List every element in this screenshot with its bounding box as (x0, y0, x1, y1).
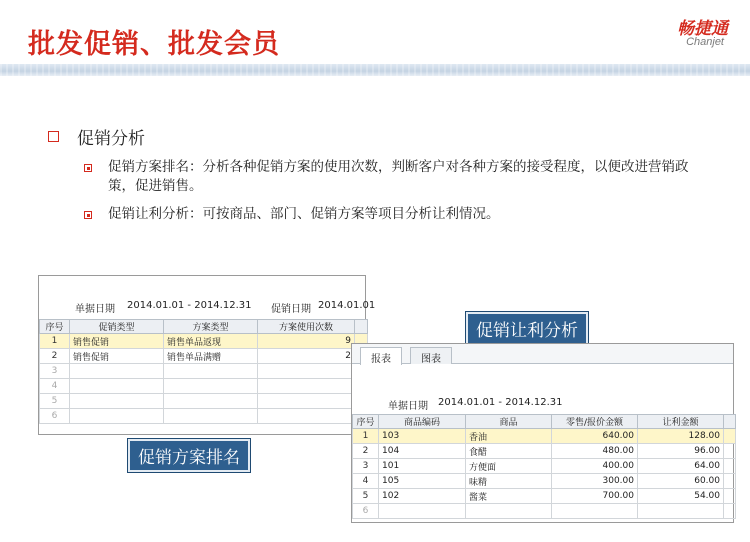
filler-cell (724, 489, 736, 504)
date-filter-label: 单据日期 (75, 304, 115, 315)
row-index: 1 (353, 429, 379, 444)
date-range-value: 2014.01.01 - 2014.12.31 (438, 397, 563, 408)
column-header[interactable]: 序号 (40, 320, 70, 334)
retail-amount-cell: 480.00 (552, 444, 638, 459)
filler-cell (724, 459, 736, 474)
section-heading-text: 促销分析 (77, 129, 145, 149)
table-row[interactable] (40, 334, 368, 349)
retail-amount-cell: 700.00 (552, 489, 638, 504)
row-index: 2 (40, 349, 70, 364)
usage-count-cell: 9 (258, 334, 355, 349)
logo-text-en: Chanjet (686, 36, 724, 48)
bullet-text: 促销方案排名：分析各种促销方案的使用次数，判断客户对各种方案的接受程度，以便改进营销政策，促进销售。 (108, 159, 689, 194)
promo-type-cell: 销售促销 (70, 334, 164, 349)
column-header-filler (724, 415, 736, 429)
row-index: 3 (353, 459, 379, 474)
empty-row (353, 504, 736, 519)
bullet-item-discount (84, 205, 704, 224)
filler-cell (724, 444, 736, 459)
product-code-cell: 102 (379, 489, 466, 504)
row-index: 6 (40, 409, 70, 424)
discount-amount-cell: 96.00 (638, 444, 724, 459)
column-header[interactable]: 零售/报价金额 (552, 415, 638, 429)
product-code-cell: 103 (379, 429, 466, 444)
table-row[interactable] (353, 459, 736, 474)
empty-row (40, 379, 368, 394)
bullet-item-ranking (84, 158, 704, 196)
row-index: 3 (40, 364, 70, 379)
column-header[interactable]: 商品编码 (379, 415, 466, 429)
slide-title: 批发促销、批发会员 (28, 29, 280, 60)
product-name-cell: 食醋 (466, 444, 552, 459)
table-row[interactable] (353, 429, 736, 444)
product-name-cell: 方便面 (466, 459, 552, 474)
discount-caption: 促销让利分析 (465, 311, 589, 346)
table-row[interactable] (353, 474, 736, 489)
row-index: 4 (40, 379, 70, 394)
column-header[interactable]: 促销类型 (70, 320, 164, 334)
open-square-bullet-icon (48, 131, 59, 142)
table-header-row (40, 320, 368, 334)
empty-row (40, 364, 368, 379)
column-header[interactable]: 序号 (353, 415, 379, 429)
filler-cell (724, 429, 736, 444)
bullet-text: 促销让利分析：可按商品、部门、促销方案等项目分析让利情况。 (108, 206, 500, 222)
row-index: 5 (40, 394, 70, 409)
promo-date-value: 2014.01.01 (318, 300, 376, 311)
retail-amount-cell: 400.00 (552, 459, 638, 474)
column-header[interactable]: 商品 (466, 415, 552, 429)
retail-amount-cell: 640.00 (552, 429, 638, 444)
square-bullet-icon (84, 211, 92, 219)
ranking-table (39, 319, 368, 424)
row-index: 4 (353, 474, 379, 489)
discount-amount-cell: 60.00 (638, 474, 724, 489)
discount-table (352, 414, 736, 519)
date-filter-label: 单据日期 (388, 401, 428, 412)
header-divider-band (0, 64, 750, 76)
filler-cell (724, 474, 736, 489)
product-name-cell: 酱菜 (466, 489, 552, 504)
tab-report[interactable]: 报表 (360, 347, 402, 365)
scheme-type-cell: 销售单品满赠 (164, 349, 258, 364)
table-header-row (353, 415, 736, 429)
chanjet-logo (632, 14, 728, 54)
product-code-cell: 105 (379, 474, 466, 489)
usage-count-cell: 2 (258, 349, 355, 364)
logo-text-cn: 畅捷通 (677, 19, 728, 39)
row-index: 6 (353, 504, 379, 519)
product-name-cell: 香油 (466, 429, 552, 444)
table-row[interactable] (40, 349, 368, 364)
row-index: 5 (353, 489, 379, 504)
tab-bar (352, 344, 733, 364)
column-header-filler (355, 320, 368, 334)
row-index: 1 (40, 334, 70, 349)
square-bullet-icon (84, 164, 92, 172)
tab-chart[interactable]: 图表 (410, 347, 452, 364)
product-code-cell: 101 (379, 459, 466, 474)
discount-amount-cell: 54.00 (638, 489, 724, 504)
empty-row (40, 394, 368, 409)
column-header[interactable]: 让利金额 (638, 415, 724, 429)
product-code-cell: 104 (379, 444, 466, 459)
row-index: 2 (353, 444, 379, 459)
table-row[interactable] (353, 489, 736, 504)
column-header[interactable]: 方案类型 (164, 320, 258, 334)
product-name-cell: 味精 (466, 474, 552, 489)
discount-amount-cell: 128.00 (638, 429, 724, 444)
column-header[interactable]: 方案使用次数 (258, 320, 355, 334)
ranking-caption: 促销方案排名 (127, 438, 251, 473)
section-heading (48, 124, 145, 149)
promotion-discount-window (351, 343, 734, 523)
empty-row (40, 409, 368, 424)
date-range-value: 2014.01.01 - 2014.12.31 (127, 300, 252, 311)
discount-amount-cell: 64.00 (638, 459, 724, 474)
scheme-type-cell: 销售单品返现 (164, 334, 258, 349)
table-row[interactable] (353, 444, 736, 459)
retail-amount-cell: 300.00 (552, 474, 638, 489)
promo-date-label: 促销日期 (271, 304, 311, 315)
promo-type-cell: 销售促销 (70, 349, 164, 364)
promotion-ranking-window (38, 275, 376, 435)
